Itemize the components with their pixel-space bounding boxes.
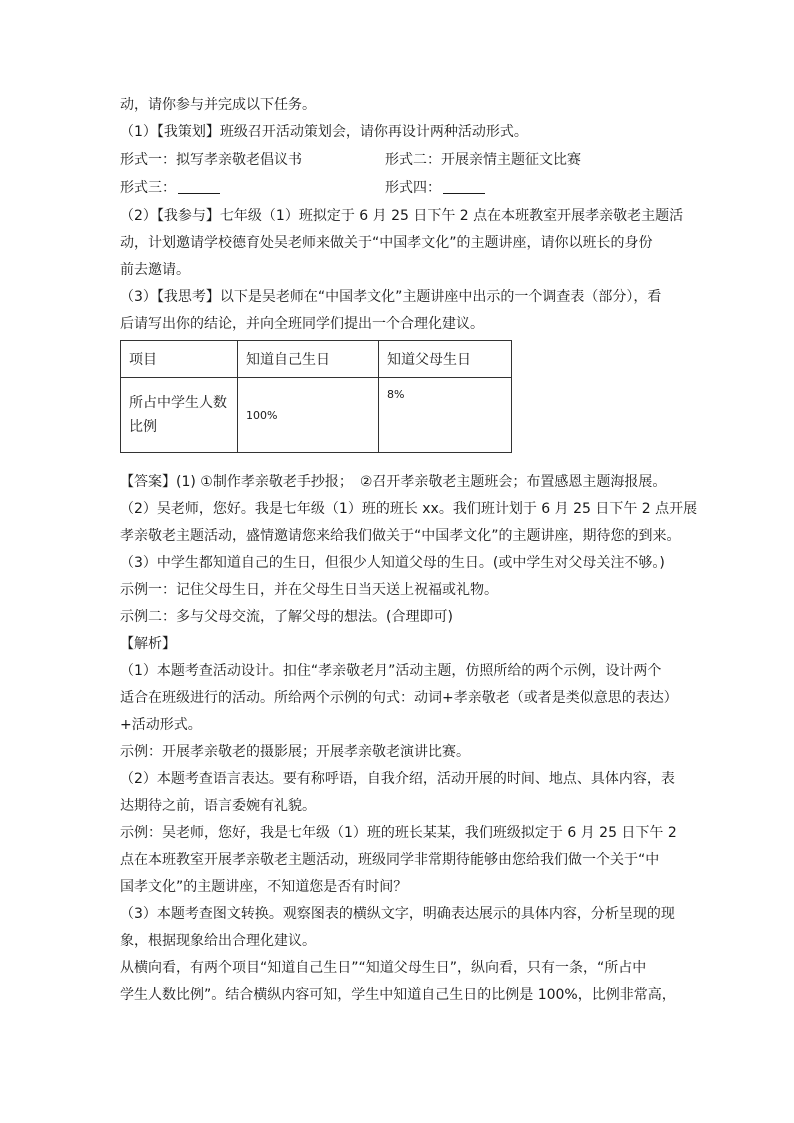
form-two: 形式二：开展亲情主题征文比赛 [385,152,581,168]
task-1-prompt: （1）【我策划】班级召开活动策划会，请你再设计两种活动形式。 [120,124,528,140]
row-label [121,378,238,453]
analysis-line-7: 示例：吴老师，您好，我是七年级（1）班的班长某某，我们班级拟定于 6 月 25 日下午 2 [120,825,677,841]
task-3-line-2: 后请写出你的结论，并向全班同学们提出一个合理化建议。 [120,316,484,332]
analysis-line-10: （3）本题考查图文转换。观察图表的横纵文字，明确表达展示的具体内容，分析呈现的现 [120,906,675,922]
analysis-line-3: +活动形式。 [120,717,202,733]
answer-3: （3）中学生都知道自己的生日，但很少人知道父母的生日。(或中学生对父母关注不够。) [120,555,665,571]
row-label-line-2: 比例 [129,419,157,435]
analysis-line-8: 点在本班教室开展孝亲敬老主题活动，班级同学非常期待能够由您给我们做一个关于“中 [120,852,660,868]
form-four-blank [443,179,485,194]
form-four [385,178,485,198]
row-label-line-1: 所占中学生人数 [129,395,227,411]
analysis-line-1: （1）本题考查活动设计。扣住“孝亲敬老月”活动主题，仿照所给的两个示例，设计两个 [120,663,662,679]
form-three [120,178,380,198]
form-three-blank [178,179,220,194]
analysis-line-6: 达期待之前，语言委婉有礼貌。 [120,798,316,814]
answer-example-2: 示例二：多与父母交流，了解父母的想法。(合理即可) [120,609,453,625]
analysis-line-4: 示例：开展孝亲敬老的摄影展；开展孝亲敬老演讲比赛。 [120,744,470,760]
analysis-line-5: （2）本题考查语言表达。要有称呼语，自我介绍，活动开展的时间、地点、具体内容，表 [120,771,675,787]
analysis-line-11: 象，根据现象给出合理化建议。 [120,933,316,949]
analysis-line-2: 适合在班级进行的活动。所给两个示例的句式：动词+孝亲敬老（或者是类似意思的表达） [120,690,678,706]
form-four-label: 形式四： [385,180,441,196]
analysis-line-12: 从横向看，有两个项目“知道自己生日”“知道父母生日”，纵向看，只有一条，“所占中 [120,960,647,976]
analysis-line-13: 学生人数比例”。结合横纵内容可知，学生中知道自己生日的比例是 100%，比例非常高， [120,987,676,1003]
analysis-line-9: 国孝文化”的主题讲座，不知道您是否有时间？ [120,879,408,895]
answer-1: 【答案】(1) ①制作孝亲敬老手抄报； ②召开孝亲敬老主题班会；布置感恩主题海报展。 [120,474,667,490]
survey-table [120,340,512,453]
task-3-line-1: （3）【我思考】以下是吴老师在“中国孝文化”主题讲座中出示的一个调查表（部分），看 [120,289,662,305]
task-intro: 动，请你参与并完成以下任务。 [120,97,316,113]
analysis-title: 【解析】 [120,636,176,652]
form-three-label: 形式三： [120,180,176,196]
value-parents-birthday: 8% [379,378,512,453]
answer-example-1: 示例一：记住父母生日，并在父母生日当天送上祝福或礼物。 [120,582,498,598]
task-2-line-2: 动，计划邀请学校德育处吴老师来做关于“中国孝文化”的主题讲座，请你以班长的身份 [120,235,653,251]
header-item: 项目 [121,341,238,378]
header-own-birthday: 知道自己生日 [238,341,379,378]
form-one: 形式一：拟写孝亲敬老倡议书 [120,152,302,168]
table-row [121,378,512,453]
answer-2-line-2: 孝亲敬老主题活动，盛情邀请您来给我们做关于“中国孝文化”的主题讲座，期待您的到来。 [120,528,681,544]
table-header-row [121,341,512,378]
header-parents-birthday: 知道父母生日 [379,341,512,378]
task-2-line-1: （2）【我参与】七年级（1）班拟定于 6 月 25 日下午 2 点在本班教室开展孝亲敬老主题活 [120,208,684,224]
value-own-birthday: 100% [238,378,379,453]
answer-2-line-1: （2）吴老师，您好。我是七年级（1）班的班长 xx。我们班计划于 6 月 25 日下午 2 点开展 [120,501,698,517]
task-2-line-3: 前去邀请。 [120,262,190,278]
